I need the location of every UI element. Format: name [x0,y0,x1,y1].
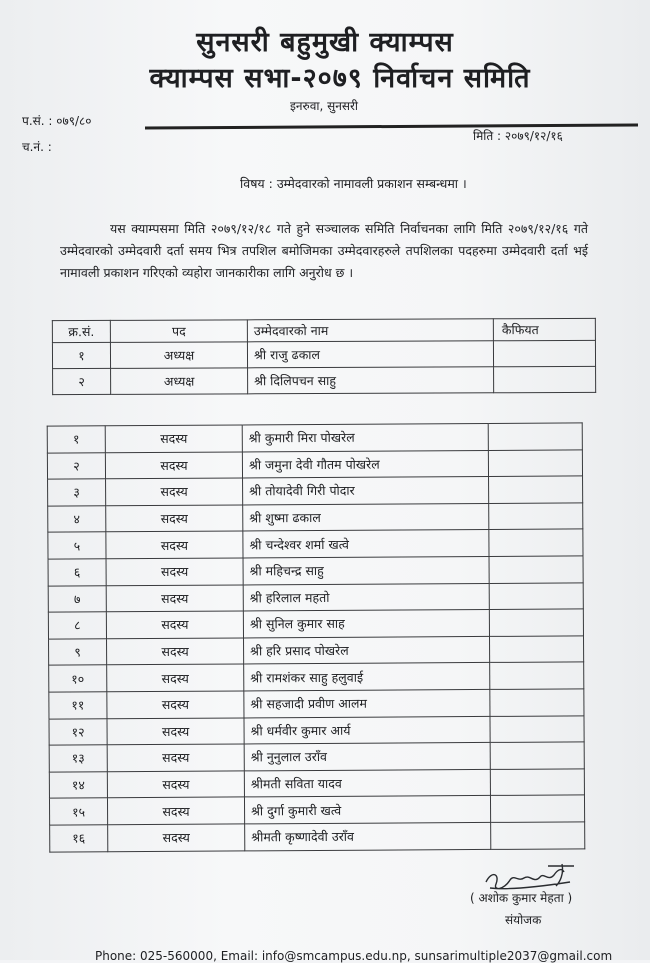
cell-name: श्री रामशंकर साहु हलुवाई [244,663,490,691]
table-row [49,689,584,719]
cell-post: सदस्य [106,611,243,638]
cell-post: सदस्य [107,797,244,824]
cell-post: सदस्य [107,771,244,798]
cell-sn: ४ [48,506,106,533]
cell-sn: १ [52,342,110,368]
table-row [48,609,583,639]
cell-post: अध्यक्ष [110,342,247,369]
signatory-name: ( अशोक कुमार मेहता ) [470,891,573,905]
cell-name: श्री जमुना देवी गौतम पोखरेल [242,450,488,478]
table-row [48,556,583,586]
cell-remark [491,822,585,849]
chalan-number: च.नं. : [22,140,52,154]
cell-post: सदस्य [107,691,244,718]
cell-post: सदस्य [106,558,243,585]
header-name: उम्मेदवारको नाम [247,319,493,342]
table-row [49,742,584,772]
cell-name: श्री दुर्गा कुमारी खत्वे [244,796,490,824]
cell-post: सदस्य [108,824,245,851]
header-remark: कैफियत [493,318,595,340]
cell-post: सदस्य [106,478,243,505]
cell-name: श्री धर्मवीर कुमार आर्य [244,716,490,744]
table-row [48,529,583,559]
cell-remark [489,529,583,556]
cell-sn: ७ [48,585,106,612]
cell-post: सदस्य [107,744,244,771]
cell-sn: १५ [49,798,107,825]
cell-remark [490,742,584,769]
cell-name: श्री हरि प्रसाद पोखरेल [244,636,490,664]
header-post: पद [110,320,247,343]
cell-name: श्री कुमारी मिरा पोखरेल [242,423,488,451]
cell-remark [494,366,596,392]
cell-name: श्री सुनिल कुमार साह [243,610,489,638]
cell-sn: ९ [49,639,107,666]
cell-remark [488,423,582,450]
cell-post: सदस्य [107,638,244,665]
cell-sn: १४ [49,771,107,798]
table-row [49,795,584,825]
cell-remark [490,715,584,742]
table-row [47,449,582,479]
cell-sn: ६ [48,559,106,586]
cell-name: श्री हरिलाल महतो [243,583,489,611]
campus-title: सुनसरी बहुमुखी क्याम्पस [196,27,454,58]
cell-remark [489,609,583,636]
cell-remark [490,662,584,689]
chair-candidates-table [52,318,596,395]
cell-sn: २ [53,368,111,394]
cell-remark [489,582,583,609]
cell-post: सदस्य [107,717,244,744]
cell-sn: ११ [49,692,107,719]
table-row [49,636,584,666]
cell-post: सदस्य [106,585,243,612]
table-row [49,769,584,799]
cell-remark [489,636,583,663]
cell-post: सदस्य [105,425,242,452]
cell-post: सदस्य [105,452,242,479]
cell-post: सदस्य [107,664,244,691]
place-text: इनरुवा, सुनसरी [290,99,359,113]
cell-sn: १० [49,665,107,692]
cell-name: श्री दिलिपचन साहु [248,367,494,394]
table-row [49,662,584,692]
cell-name: श्री चन्देश्वर शर्मा खत्वे [243,530,489,558]
member-candidates-table [47,422,586,852]
cell-remark [488,449,582,476]
cell-sn: १३ [49,745,107,772]
cell-remark [493,340,595,366]
cell-remark [489,503,583,530]
cell-sn: २ [47,452,105,479]
cell-remark [489,556,583,583]
cell-post: अध्यक्ष [111,368,248,395]
table-row [48,582,583,612]
cell-name: श्री नुनुलाल उराँव [244,743,490,771]
body-paragraph: यस क्याम्पसमा मिति २०७९/१२/१८ गते हुने सञ्चालक समिति निर्वाचनका लागि मिति २०७९/१२/१६ गते उम्मेदवारको उम्मेदवारी दर्ता समय भित्र तपशिल बमोजिमका उम्मेदवारहरुले तपशिलका पदहरुमा उम्मेदवारी दर्ता भई नामावली प्रकाशन गरिएको व्यहोरा जानकारीका लागि अनुरोध छ । [60,221,588,280]
table-row [49,715,584,745]
cell-name: श्री तोयादेवी गिरी पोदार [243,477,489,505]
cell-name: श्री सहजादी प्रवीण आलम [244,689,490,717]
table-row [47,423,582,453]
cell-sn: १ [47,426,105,453]
cell-remark [489,476,583,503]
contact-footer: Phone: 025-560000, Email: info@smcampus.edu.np, sunsarimultiple2037@gmail.com [95,949,613,963]
signatory-title: संयोजक [505,913,542,927]
cell-name: श्रीमती कृष्णादेवी उराँव [245,822,491,850]
cell-remark [490,795,584,822]
cell-sn: ८ [48,612,106,639]
header-sn: क्र.सं. [52,320,110,342]
table-row [48,476,583,506]
cell-name: श्री महिचन्द्र साहु [243,556,489,584]
cell-sn: १२ [49,718,107,745]
letter-date: मिति : २०७९/१२/१६ [473,129,563,143]
reference-number: प.सं. : ०७९/८० [22,114,92,128]
cell-remark [490,769,584,796]
cell-name: श्री राजु ढकाल [247,341,493,368]
cell-sn: १६ [50,825,108,852]
cell-name: श्री शुष्मा ढकाल [243,503,489,531]
table-row [50,822,585,852]
table-row [52,340,595,368]
table-header-row [52,318,595,342]
cell-post: सदस्य [106,531,243,558]
cell-name: श्रीमती सविता यादव [244,769,490,797]
cell-sn: ५ [48,532,106,559]
table-row [48,503,583,533]
cell-sn: ३ [48,479,106,506]
header-divider [145,123,638,129]
cell-post: सदस्य [106,505,243,532]
subject-line: विषय : उम्मेदवारको नामावली प्रकाशन सम्बन्धमा । [240,176,467,191]
cell-remark [490,689,584,716]
committee-title: क्याम्पस सभा-२०७९ निर्वाचन समिति [149,63,531,94]
table-row [53,366,596,394]
